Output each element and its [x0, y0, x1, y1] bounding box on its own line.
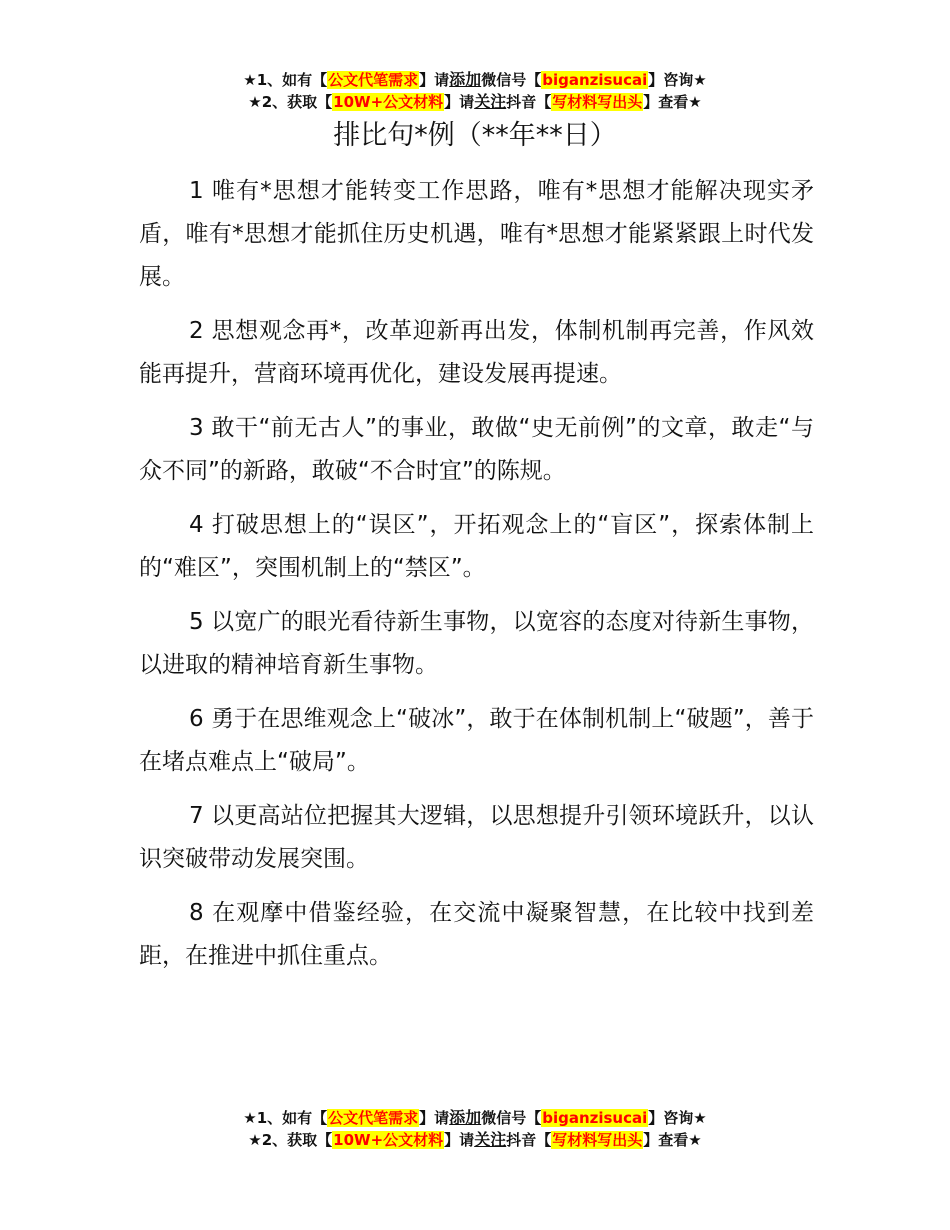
document-title: 排比句*例（**年**日） [333, 120, 617, 151]
header-ad-line-1 [0, 69, 950, 91]
footer-ad-line-1 [0, 1107, 950, 1129]
ad-text: 1、如有【 [256, 71, 328, 89]
ad-text: 】咨询 [648, 1109, 694, 1127]
ad-text: 微信号【 [481, 71, 542, 89]
ad-text: 】咨询 [648, 71, 694, 89]
star-icon: ★ [243, 71, 257, 89]
star-icon: ★ [243, 1109, 257, 1127]
ad-text: 】请 [419, 1109, 450, 1127]
ad-text: 抖音【 [506, 93, 552, 111]
star-icon: ★ [693, 71, 707, 89]
star-icon: ★ [248, 1131, 262, 1149]
ad-text: 抖音【 [506, 1131, 552, 1149]
ad-underline: 关注 [474, 1130, 507, 1149]
star-icon: ★ [688, 93, 702, 111]
ad-text: 1、如有【 [256, 1109, 328, 1127]
ad-highlight-wechat-id: biganzisucai [542, 1109, 648, 1127]
ad-highlight-douyin: 写材料写出头 [552, 1131, 643, 1149]
ad-text: 微信号【 [481, 1109, 542, 1127]
ad-highlight: 公文代笔需求 [328, 71, 419, 89]
ad-text: 】请 [419, 71, 450, 89]
paragraph-7: 7 以更高站位把握其大逻辑，以思想提升引领环境跃升，以认识突破带动发展突围。 [139, 803, 814, 872]
paragraph-4: 4 打破思想上的“误区”，开拓观念上的“盲区”，探索体制上的“难区”，突围机制上的“禁区”。 [139, 512, 814, 581]
ad-underline: 添加 [449, 1108, 482, 1127]
star-icon: ★ [248, 93, 262, 111]
ad-highlight: 10W+公文材料 [333, 93, 444, 111]
star-icon: ★ [693, 1109, 707, 1127]
ad-text: 】请 [444, 93, 475, 111]
ad-text: 】查看 [643, 1131, 689, 1149]
paragraph-6: 6 勇于在思维观念上“破冰”，敢于在体制机制上“破题”，善于在堵点难点上“破局”。 [139, 706, 814, 775]
ad-text: 2、获取【 [261, 93, 333, 111]
document-body [139, 170, 814, 989]
header-ad-line-2 [0, 91, 950, 113]
ad-text: 】查看 [643, 93, 689, 111]
footer-ad-line-2 [0, 1129, 950, 1151]
ad-text: 2、获取【 [261, 1131, 333, 1149]
ad-underline: 关注 [474, 92, 507, 111]
paragraph-3: 3 敢干“前无古人”的事业，敢做“史无前例”的文章，敢走“与众不同”的新路，敢破“不合时宜”的陈规。 [139, 415, 814, 484]
ad-highlight: 10W+公文材料 [333, 1131, 444, 1149]
ad-highlight-wechat-id: biganzisucai [542, 71, 648, 89]
header-ad [0, 69, 950, 113]
star-icon: ★ [688, 1131, 702, 1149]
paragraph-2: 2 思想观念再*，改革迎新再出发，体制机制再完善，作风效能再提升，营商环境再优化，建设发展再提速。 [139, 318, 814, 387]
footer-ad [0, 1107, 950, 1151]
paragraph-8: 8 在观摩中借鉴经验，在交流中凝聚智慧，在比较中找到差距，在推进中抓住重点。 [139, 900, 814, 969]
paragraph-1: 1 唯有*思想才能转变工作思路，唯有*思想才能解决现实矛盾，唯有*思想才能抓住历史机遇，唯有*思想才能紧紧跟上时代发展。 [139, 178, 814, 290]
ad-text: 】请 [444, 1131, 475, 1149]
paragraph-5: 5 以宽广的眼光看待新生事物，以宽容的态度对待新生事物，以进取的精神培育新生事物。 [139, 609, 814, 678]
ad-highlight-douyin: 写材料写出头 [552, 93, 643, 111]
ad-underline: 添加 [449, 70, 482, 89]
ad-highlight: 公文代笔需求 [328, 1109, 419, 1127]
